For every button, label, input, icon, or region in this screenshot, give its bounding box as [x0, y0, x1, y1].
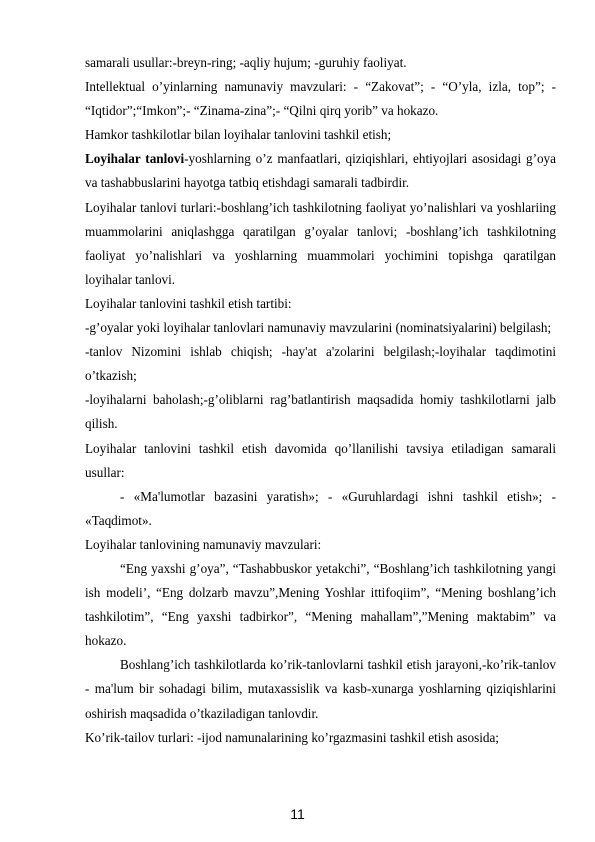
paragraph-7: -g’oyalar yoki loyihalar tanlovlari namunaviy mavzularini (nominatsiyalarini) belgilash;	[85, 320, 552, 336]
document-page	[85, 51, 556, 750]
paragraph-4-text: -yoshlarning o’z manfaatlari, qiziqishlari, ehtiyojlari asosidagi g’oya va tashabbuslarini hayotga tatbiq etishdagi samarali tadbirdir.	[85, 151, 556, 191]
paragraph-12: Loyihalar tanlovining namunaviy mavzulari:	[85, 536, 322, 552]
paragraph-10: Loyihalar tanlovini tashkil etish davomida qo’llanilishi tavsiya etiladigan samarali usullar:	[85, 440, 556, 480]
paragraph-9: -loyihalarni baholash;-g’oliblarni rag’batlantirish maqsadida homiy tashkilotlarni jalb qilish.	[85, 392, 556, 432]
bold-term: Loyihalar tanlovi	[85, 151, 185, 167]
paragraph-2: Intellektual o’yinlarning namunaviy mavzulari: - “Zakovat”; - “O’yla, izla, top”; - “Iqtidor”;“Imkon”;- “Zinama-zina”;- “Qilni qirq yorib” va hokazo.	[85, 79, 556, 119]
paragraph-8: -tanlov Nizomini ishlab chiqish; -hay'at a'zolarini belgilash;-loyihalar taqdimotini o’tkazish;	[85, 344, 556, 384]
paragraph-4	[85, 147, 556, 195]
paragraph-14: Boshlang’ich tashkilotlarda ko’rik-tanlovlarni tashkil etish jarayoni,-ko’rik-tanlov - ma'lum bir sohadagi bilim, mutaxassislik va kasb-xunarga yoshlarning qiziqishlarini oshirish maqsadida o’tkaziladigan tanlovdir.	[85, 657, 556, 721]
paragraph-6: Loyihalar tanlovini tashkil etish tartibi:	[85, 295, 292, 311]
page-number: 11	[290, 806, 305, 822]
paragraph-15: Ko’rik-tailov turlari: -ijod namunalarining ko’rgazmasini tashkil etish asosida;	[85, 729, 499, 745]
paragraph-13: “Eng yaxshi g’oya”, “Tashabbuskor yetakchi”, “Boshlang’ich tashkilotning yangi ish modeli’, “Eng dolzarb mavzu”,Mening Yoshlar ittifoqiim”, “Mening boshlang’ich tashkilotim”, “Eng yaxshi tadbirkor”, “Mening mahallam”,”Mening maktabim” va hokazo.	[85, 560, 556, 649]
paragraph-5: Loyihalar tanlovi turlari:-boshlang’ich tashkilotning faoliyat yo’nalishlari va yoshlariing muammolarini aniqlashgga qaratilgan g’oyalar tanlovi; -boshlang’ich tashkilotning faoliyat yo’nalishlari va yoshlarning muammolari yochimini topishga qaratilgan loyihalar tanlovi.	[85, 199, 556, 287]
paragraph-11: - «Ma'lumotlar bazasini yaratish»; - «Guruhlardagi ishni tashkil etish»; - «Taqdimot».	[85, 488, 556, 528]
paragraph-3: Hamkor tashkilotlar bilan loyihalar tanlovini tashkil etish;	[85, 127, 392, 143]
paragraph-1: samarali usullar:-breyn-ring; -aqliy hujum; -guruhiy faoliyat.	[85, 55, 407, 70]
